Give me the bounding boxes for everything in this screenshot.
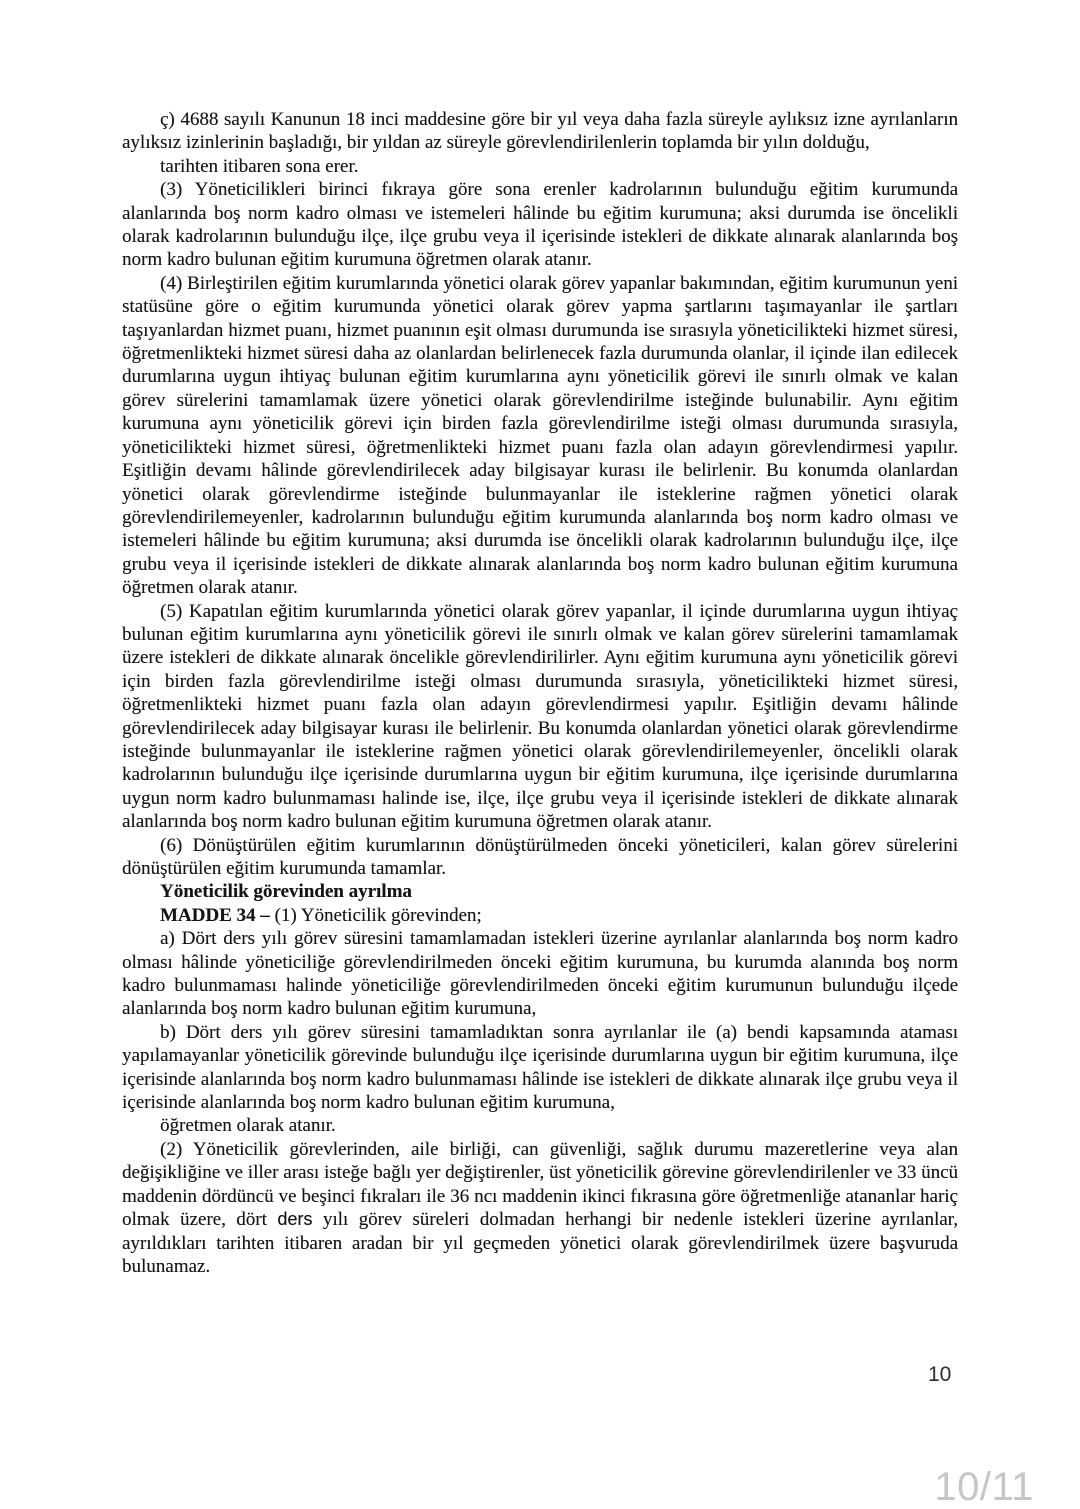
paragraph-fikra-3: (3) Yöneticilikleri birinci fıkraya göre sona erenler kadrolarının bulunduğu eğitim kurumunda alanlarında boş norm kadro olması ve istemeleri hâlinde bu eğitim kurumuna; aksi durumda ise öncelikli olarak kadrolarının bulunduğu ilçe, ilçe grubu veya il içerisinde istekleri de dikkate alınarak alanlarında boş norm kadro bulunan eğitim kurumuna öğretmen olarak atanır. <box>122 179 958 271</box>
paragraph-madde-34 <box>122 904 958 927</box>
fikra-2-inserted-word: ders <box>277 1209 313 1230</box>
paragraph-bent-c: ç) 4688 sayılı Kanunun 18 inci maddesine göre bir yıl veya daha fazla süreyle aylıksız izne ayrılanların aylıksız izinlerinin başladığı, bir yıldan az süreyle görevlendirilenlerin toplamda bir yılın dolduğu, <box>122 109 958 154</box>
page-number: 10 <box>928 1363 952 1386</box>
paragraph-fikra-2 <box>122 1138 958 1278</box>
madde-34-text: (1) Yöneticilik görevinden; <box>269 904 482 926</box>
paragraph-bent-b: b) Dört ders yılı görev süresini tamamladıktan sonra ayrılanlar ile (a) bendi kapsamında ataması yapılamayanlar yöneticilik görevinde bulunduğu ilçe içerisinde durumlarına uygun bir eğitim kurumuna, ilçe içerisinde alanlarında boş norm kadro bulunmaması hâlinde ise istekleri de dikkate alınarak ilçe grubu veya il içerisinde alanlarında boş norm kadro bulunan eğitim kurumuna, <box>122 1021 958 1114</box>
paragraph-tarihten-sona-erer: tarihten itibaren sona erer. <box>160 155 359 177</box>
fikra-2-text-end: yılı görev süreleri dolmadan herhangi bir nedenle istekleri üzerine ayrılanlar, ayrıldıkları tarihten itibaren aradan bir yıl geçmeden yönetici olarak görevlendirilmek üzere başvuruda bulunamaz. <box>122 1209 958 1277</box>
document-page-body <box>122 108 958 1278</box>
paragraph-fikra-4: (4) Birleştirilen eğitim kurumlarında yönetici olarak görev yapanlar bakımından, eğitim kurumunun yeni statüsüne göre o eğitim kurumunda yönetici olarak görev yapma şartlarını taşımayanlar ile şartları taşıyanlardan hizmet puanı, hizmet puanının eşit olması durumunda ise sırasıyla yöneticilikteki hizmet süresi, öğretmenlikteki hizmet süresi daha az olanlardan belirlenecek fazla durumunda olanlar, il içinde ilan edilecek durumlarına uygun ihtiyaç bulunan eğitim kurumlarına aynı yöneticilik görevi ile sınırlı olmak ve kalan görev sürelerini tamamlamak üzere yönetici olarak görevlendirilme isteğinde bulunabilir. Aynı eğitim kurumuna aynı yöneticilik görevi için birden fazla görevlendirilme isteği olması durumunda sırasıyla, yöneticilikteki hizmet süresi, öğretmenlikteki hizmet puanı fazla olan adayın görevlendirmesi yapılır. Eşitliğin devamı hâlinde görevlendirilecek aday bilgisayar kurası ile belirlenir. Bu konumda olanlardan yönetici olarak görevlendirme isteğinde bulunmayanlar ile isteklerine rağmen yönetici olarak görevlendirilemeyenler, kadrolarının bulunduğu eğitim kurumunda alanlarında boş norm kadro olması ve istemeleri hâlinde bu eğitim kurumuna; aksi durumda ise öncelikli olarak kadrolarının bulunduğu ilçe, ilçe grubu veya il içerisinde istekleri de dikkate alınarak alanlarında boş norm kadro bulunan eğitim kurumuna öğretmen olarak atanır. <box>122 272 958 599</box>
paragraph-ogretmen-olarak-atanir: öğretmen olarak atanır. <box>160 1115 336 1137</box>
pdf-viewer-page-indicator: 10/11 <box>934 1465 1034 1509</box>
paragraph-fikra-5: (5) Kapatılan eğitim kurumlarında yönetici olarak görev yapanlar, il içinde durumlarına uygun ihtiyaç bulunan eğitim kurumlarına aynı yöneticilik görevi ile sınırlı olmak ve kalan görev sürelerini tamamlamak üzere istekleri de dikkate alınarak öncelikle görevlendirilirler. Aynı eğitim kurumuna aynı yöneticilik görevi için birden fazla görevlendirilme isteği olması durumunda sırasıyla, yöneticilikteki hizmet süresi, öğretmenlikteki hizmet puanı fazla olan adayın görevlendirmesi yapılır. Eşitliğin devamı hâlinde görevlendirilecek aday bilgisayar kurası ile belirlenir. Bu konumda olanlardan yönetici olarak görevlendirme isteğinde bulunmayanlar ile isteklerine rağmen yönetici olarak görevlendirilemeyenler, öncelikli olarak kadrolarının bulunduğu ilçe içerisinde durumlarına uygun bir eğitim kurumuna, ilçe içerisinde durumlarına uygun norm kadro bulunmaması halinde ise, ilçe, ilçe grubu veya il içerisinde istekleri de dikkate alınarak alanlarında boş norm kadro bulunan eğitim kurumuna öğretmen olarak atanır. <box>122 600 958 833</box>
paragraph-fikra-6: (6) Dönüştürülen eğitim kurumlarının dönüştürülmeden önceki yöneticileri, kalan görev sürelerini dönüştürülen eğitim kurumunda tamamlar. <box>122 834 958 879</box>
fikra-2-text-start: (2) Yöneticilik görevlerinden, aile birliği, can güvenliği, sağlık durumu mazeretlerine veya alan değişikliğine ve iller arası isteğe bağlı yer değiştirenler, üst yöneticilik görevine görevlendirilenler ve 33 üncü maddenin dördüncü ve beşinci fıkraları ile 36 ncı maddenin ikinci fıkrasına göre öğretmenliğe atananlar hariç olmak üzere, dört <box>122 1138 958 1231</box>
section-heading-yoneticilik-gorevinden-ayrilma: Yöneticilik görevinden ayrılma <box>160 881 412 903</box>
madde-34-label: MADDE 34 – <box>160 904 270 926</box>
paragraph-bent-a: a) Dört ders yılı görev süresini tamamlamadan istekleri üzerine ayrılanlar alanlarında boş norm kadro olması hâlinde yöneticiliğe görevlendirilmeden önceki eğitim kurumuna, bu kurumda alanında boş norm kadro bulunmaması halinde yöneticiliğe görevlendirilmeden önceki eğitim kurumunun bulunduğu ilçede alanlarında boş norm kadro bulunan eğitim kurumuna, <box>122 928 958 1020</box>
